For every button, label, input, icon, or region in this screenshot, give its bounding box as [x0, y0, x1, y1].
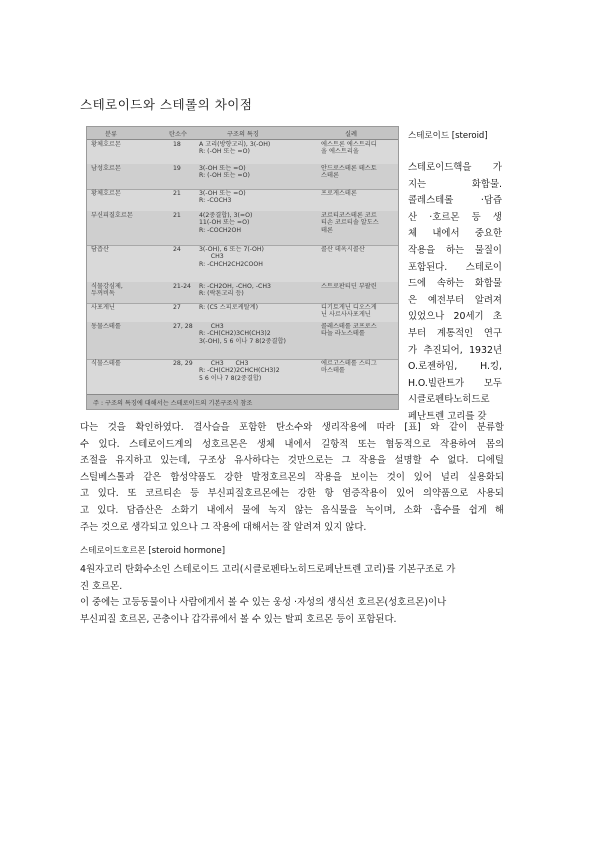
- row-structure: CH3 R: -CH(CH2)3CH(CH3)2 3(-OH), 5 6 이나 7 8(2중결합): [199, 323, 286, 345]
- side-text-line: 부터 계통적인 연구: [408, 327, 502, 339]
- table-row: [87, 189, 398, 212]
- row-example: 안드로스테론 테스토 스테론: [321, 165, 377, 180]
- row-category: 남성호르몬: [91, 165, 121, 172]
- table-row: [87, 245, 398, 283]
- section-heading: 스테로이드호르몬 [steroid hormone]: [80, 546, 226, 556]
- row-carbon-count: 21-24: [173, 283, 191, 290]
- side-column-text: [408, 160, 502, 426]
- row-category: 식물스테롤: [91, 360, 121, 367]
- row-carbon-count: 24: [173, 246, 181, 253]
- row-category: 사포게닌: [91, 304, 115, 311]
- header-structure: 구조의 특징: [227, 131, 259, 138]
- row-structure: 4(2중결합), 3(=O) 11(-OH 또는 =O) R: -COCH2OH: [199, 212, 253, 234]
- paragraph-line: 주는 것으로 생각되고 있으나 그 작용에 대해서는 잘 알려져 있지 않다.: [80, 521, 367, 533]
- side-text-line: 산 ·호르몬 등 생: [408, 211, 502, 223]
- table-footnote: [87, 394, 398, 409]
- table-footnote-text: 주 : 구조의 특징에 대해서는 스테로이드의 기본구조식 참조: [93, 400, 253, 407]
- row-category: 담즙산: [91, 246, 109, 253]
- row-example: 스트로판티딘 부팔린: [321, 283, 377, 290]
- side-text-line: 드에 속하는 화합물: [408, 278, 502, 290]
- table-row: [87, 164, 398, 190]
- side-text-line: 있었으나 20세기 초: [408, 311, 502, 323]
- row-category: 황체호르몬: [91, 141, 121, 148]
- steroid-paragraph: [80, 420, 504, 536]
- paragraph-line: 스틸베스톨과 같은 합성약품도 강한 발정호르몬의 작용을 보이는 것이 있어 널리 실용화되: [80, 471, 504, 483]
- side-text-line: 작용을 하는 물질이: [408, 244, 502, 256]
- steroid-hormone-paragraph: [80, 562, 504, 628]
- table-header: [87, 127, 398, 140]
- side-text-line: 콜레스테롤 ·담즙: [408, 195, 502, 207]
- row-example: 코르티코스테론 코르 티손 코르티솔 알도스 테론: [321, 212, 379, 234]
- table-row: [87, 282, 398, 304]
- header-example: 실례: [345, 131, 357, 138]
- paragraph-line: 고 있다. 또 코르티손 등 부신피질호르몬에는 강한 항 염증작용이 있어 의약품으로 사용되: [80, 488, 504, 500]
- page-title: 스테로이드와 스테롤의 차이점: [80, 97, 253, 112]
- row-category: 동물스테롤: [91, 323, 121, 330]
- row-carbon-count: 27: [173, 304, 181, 311]
- row-category: 황체호르몬: [91, 190, 121, 197]
- paragraph-line: 부신피질 호르몬, 곤충이나 갑각류에서 볼 수 있는 탈피 호르몬 등이 포함된다.: [80, 613, 397, 625]
- row-structure: CH3 CH3 R: -CH(CH2)2CHCH(CH3)2 5 6 이나 7 8(2중결합): [199, 360, 280, 382]
- row-structure: R: (C5 스피로케탈계): [199, 304, 259, 311]
- side-text-line: 포함된다. 스테로이: [408, 261, 502, 273]
- paragraph-line: 4원자고리 탄화수소인 스테로이드 고리(시클로펜타노히드로페난트렌 고리)를 기본구조로 가: [80, 564, 456, 575]
- side-text-line: 페난트렌 고리를 갖: [408, 410, 487, 422]
- row-carbon-count: 18: [173, 141, 181, 148]
- row-structure: 3(-OH 또는 =O) R: (-OH 또는 =O): [199, 165, 250, 180]
- side-text-line: 가 추진되어, 1932년: [408, 344, 502, 356]
- side-heading: 스테로이드 [steroid]: [408, 131, 488, 141]
- side-text-line: 스테로이드핵을 가: [408, 162, 502, 173]
- row-carbon-count: 21: [173, 212, 181, 219]
- row-example: 콜산 데옥시콜산: [321, 246, 365, 253]
- side-text-line: 지는 화합물.: [408, 178, 502, 190]
- row-example: 프로게스테론: [321, 190, 357, 197]
- row-carbon-count: 27, 28: [173, 323, 193, 330]
- side-text-line: 은 예전부터 알려져: [408, 294, 502, 306]
- header-category: 분류: [105, 131, 117, 138]
- row-structure: 3(-OH), 6 또는 7(-OH) CH3 R: -CHCH2CH2COOH: [199, 246, 264, 268]
- side-text-line: O.로젠하임, H.킹,: [408, 361, 502, 373]
- paragraph-line: 조절을 유지하고 있는데, 구조상 유사하다는 것만으로는 그 작용을 설명할 수 없다. 디에틸: [80, 455, 504, 467]
- table-row: [87, 322, 398, 360]
- table-row: [87, 140, 398, 165]
- table-row: [87, 359, 398, 396]
- row-category: 식물강심제, 두꺼비독: [91, 283, 123, 298]
- row-structure: A 고리(방향고리), 3(-OH) R: (-OH 또는 =O): [199, 141, 271, 156]
- row-example: 콜레스테롤 코프로스 타놀 라노스테롤: [321, 323, 377, 338]
- table-row: [87, 211, 398, 246]
- row-carbon-count: 28, 29: [173, 360, 193, 367]
- paragraph-line: 고 있다. 담즙산은 소화기 내에서 물에 녹지 않는 음식물을 녹이며, 소화 ·흡수를 쉽게 해: [80, 504, 504, 516]
- paragraph-line: 이 중에는 고등동물이나 사람에게서 볼 수 있는 웅성 ·자성의 생식선 호르몬(성호르몬)이나: [80, 597, 447, 609]
- row-structure: R: -CH2OH, -CHO, -CH3 R: (락톤고리 등): [199, 283, 271, 298]
- paragraph-line: 수 있다. 스테로이드계의 성호르몬은 생체 내에서 길항적 또는 협동적으로 작용하여 몸의: [80, 438, 504, 450]
- row-example: 에르고스테롤 스티그 마스테롤: [321, 360, 377, 375]
- header-carbon-count: 탄소수: [169, 131, 187, 138]
- table-row: [87, 303, 398, 323]
- row-carbon-count: 21: [173, 190, 181, 197]
- row-example: 디기토게닌 디오스게 닌 사르사사포게닌: [321, 304, 377, 319]
- steroid-classification-table: [86, 126, 399, 410]
- row-carbon-count: 19: [173, 165, 181, 172]
- paragraph-line: 다는 것을 확인하였다. 결사슬을 포함한 탄소수와 생리작용에 따라 [표] 와 같이 분류할: [80, 422, 504, 433]
- paragraph-line: 진 호르몬.: [80, 580, 123, 592]
- row-example: 에스트론 에스트리디 올 에스트리올: [321, 141, 377, 156]
- side-text-line: H.O.빌란트가 모두: [408, 377, 502, 389]
- row-structure: 3(-OH 또는 =O) R: -COCH3: [199, 190, 246, 205]
- row-category: 부신피질호르몬: [91, 212, 133, 219]
- side-text-line: 시클로펜타노히드로: [408, 394, 490, 406]
- side-text-line: 체 내에서 중요한: [408, 228, 502, 240]
